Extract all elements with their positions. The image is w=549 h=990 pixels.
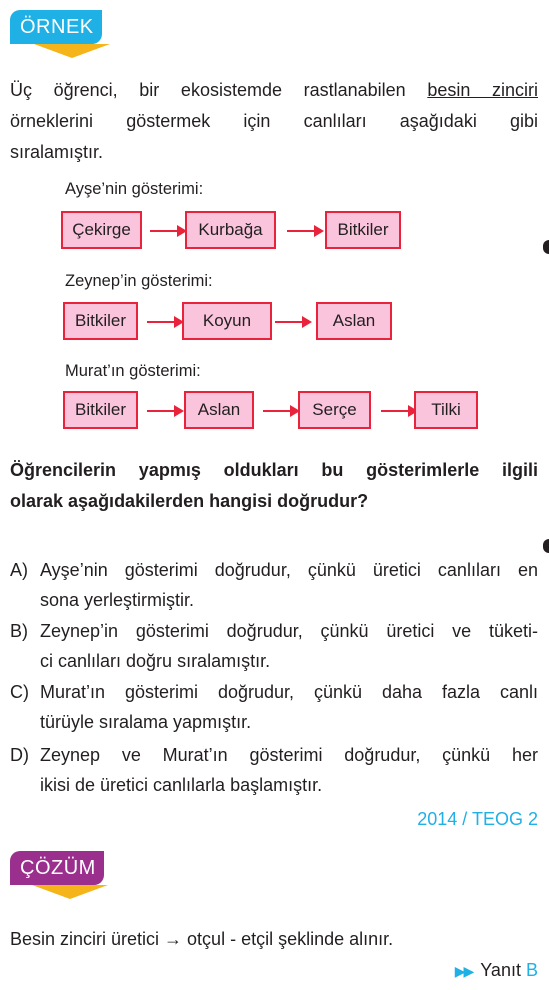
- chain-box: Serçe: [298, 391, 371, 429]
- chain-arrow: [263, 410, 291, 412]
- option-key: B): [10, 621, 28, 641]
- intro-line: sıralamıştır.: [10, 142, 104, 162]
- badge-accent: [34, 44, 110, 58]
- solution-badge: [10, 851, 110, 901]
- chain-arrow: [147, 410, 175, 412]
- example-badge: [10, 10, 110, 60]
- option-line: ikisi de üretici canlılarla başlamıştır.: [40, 775, 323, 795]
- option-line: Zeynep’in gösterimi doğrudur, çünkü üretici ve tüketi-: [40, 621, 538, 641]
- option-line: Murat’ın gösterimi doğrudur, çünkü daha fazla canlı: [40, 682, 538, 702]
- answer-letter: B: [525, 960, 538, 980]
- chain-arrow: [147, 321, 175, 323]
- question-source: 2014 / TEOG 2: [417, 809, 538, 829]
- badge-accent: [32, 885, 108, 899]
- page-edge-marker: [543, 240, 549, 254]
- option-key: C): [10, 682, 29, 702]
- example-label: ÖRNEK: [10, 10, 102, 44]
- chain-box: Bitkiler: [325, 211, 401, 249]
- option-line: türüyle sıralama yapmıştır.: [40, 712, 252, 732]
- double-arrow-icon: ▶▶: [454, 963, 473, 979]
- option-b[interactable]: [10, 616, 538, 676]
- chain-box: Kurbağa: [185, 211, 276, 249]
- chain-arrow: [381, 410, 409, 412]
- underlined-term: besin zinciri: [427, 80, 538, 100]
- chain-box: Koyun: [182, 302, 272, 340]
- chain-box: Çekirge: [61, 211, 142, 249]
- intro-line: Üç öğrenci, bir ekosistemde rastlanabilen besin zinciri: [10, 80, 538, 100]
- option-key: D): [10, 745, 29, 765]
- question-line: Öğrencilerin yapmış oldukları bu gösterimlerle ilgili: [10, 460, 538, 480]
- question-line: olarak aşağıdakilerden hangisi doğrudur?: [10, 491, 369, 511]
- chain-arrow: [287, 230, 315, 232]
- option-line: Ayşe’nin gösterimi doğrudur, çünkü üretici canlıları en: [40, 560, 538, 580]
- option-d[interactable]: [10, 740, 538, 800]
- option-line: sona yerleştirmiştir.: [40, 590, 195, 610]
- chain-arrow: [150, 230, 178, 232]
- chain-arrow: [275, 321, 303, 323]
- option-c[interactable]: [10, 677, 538, 737]
- solution-label: ÇÖZÜM: [10, 851, 104, 885]
- answer-prefix: Yanıt: [480, 960, 521, 980]
- intro-paragraph: [10, 75, 538, 168]
- answer: [455, 960, 538, 981]
- question-text: [10, 455, 538, 517]
- chain-box: Aslan: [184, 391, 254, 429]
- chain-label: Ayşe’nin gösterimi:: [65, 180, 204, 198]
- chain-box: Bitkiler: [63, 302, 138, 340]
- chain-label: Murat’ın gösterimi:: [65, 362, 201, 380]
- option-a[interactable]: [10, 555, 538, 615]
- option-line: Zeynep ve Murat’ın gösterimi doğrudur, çünkü her: [40, 745, 538, 765]
- intro-line: örneklerini göstermek için canlıları aşağıdaki gibi: [10, 111, 538, 131]
- chain-box: Aslan: [316, 302, 392, 340]
- chain-box: Tilki: [414, 391, 478, 429]
- chain-label: Zeynep’in gösterimi:: [65, 272, 213, 290]
- option-line: ci canlıları doğru sıralamıştır.: [40, 651, 271, 671]
- chain-box: Bitkiler: [63, 391, 138, 429]
- solution-text: Besin zinciri üretici → otçul - etçil şeklinde alınır.: [10, 929, 394, 949]
- option-key: A): [10, 560, 28, 580]
- page-edge-marker: [543, 539, 549, 553]
